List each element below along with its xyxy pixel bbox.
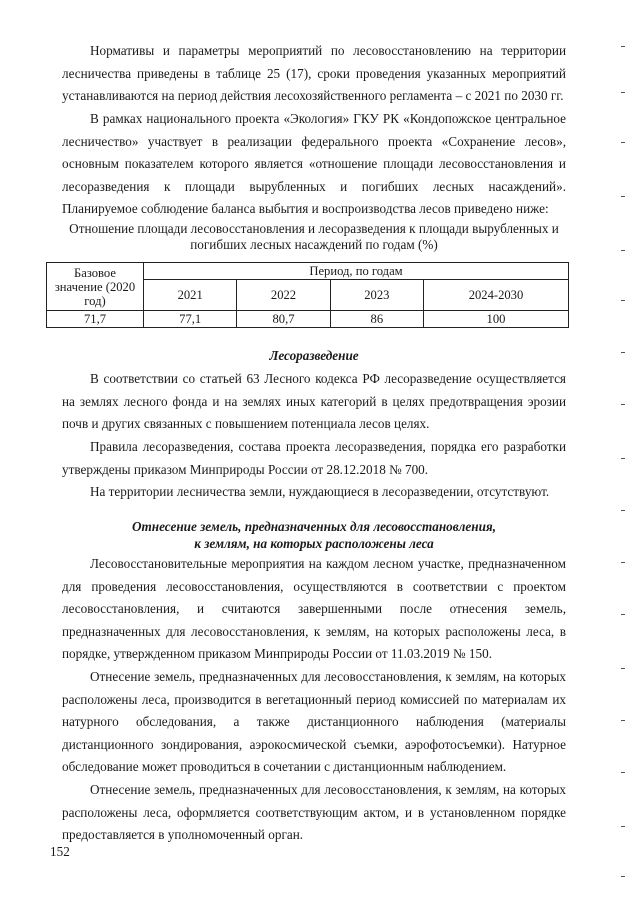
paragraph-afforestation-absent: На территории лесничества земли, нуждающиеся в лесоразведении, отсутствуют. <box>90 484 550 499</box>
paragraph-norms: Нормативы и параметры мероприятий по лесовосстановлению на территории лесничества приведены в таблице 25 (17), сроки проведения указанных мероприятий устанавливаются на период действия лесохозяйственного регламента – с 2021 по 2030 гг. <box>62 43 566 104</box>
scan-edge-mark <box>621 46 625 47</box>
heading-line: Отнесение земель, предназначенных для лесовосстановления, <box>132 519 496 534</box>
scan-edge-mark <box>621 876 625 877</box>
scan-edge-mark <box>621 826 625 827</box>
year-cell: 2024-2030 <box>424 280 569 311</box>
scan-edge-mark <box>621 300 625 301</box>
heading-land-classification <box>62 518 566 552</box>
scan-edge-mark <box>621 668 625 669</box>
scan-edge-mark <box>621 404 625 405</box>
scan-edge-mark <box>621 142 625 143</box>
scan-edge-mark <box>621 614 625 615</box>
scan-edge-mark <box>621 250 625 251</box>
heading-line: к землям, на которых расположены леса <box>194 536 434 551</box>
paragraph-classification-process: Отнесение земель, предназначенных для лесовосстановления, к землям, на которых расположены леса, производится в вегетационный период комиссией по материалам их натурного обследования, а также дистанционного наблюдения (материалы дистанционного зондирования, аэрокосмической съемки, аэрофотосъемки). Натурное обследование может проводиться в сочетании с дистанционным наблюдением. <box>62 669 566 775</box>
paragraph-afforestation-rules: Правила лесоразведения, состава проекта лесоразведения, порядка его разработки утверждены приказом Минприроды России от 28.12.2018 № 700. <box>62 439 566 477</box>
year-cell: 2022 <box>237 280 330 311</box>
scan-edge-mark <box>621 772 625 773</box>
paragraph-afforestation-law: В соответствии со статьей 63 Лесного кодекса РФ лесоразведение осуществляется на землях лесного фонда и на землях иных категорий в целях предотвращения эрозии почв и других связанных с повышением потенциала лесов целях. <box>62 371 566 432</box>
heading-afforestation: Лесоразведение <box>269 348 359 363</box>
scan-edge-mark <box>621 196 625 197</box>
base-value-cell: 71,7 <box>47 311 144 328</box>
scan-edge-mark <box>621 510 625 511</box>
period-header: Период, по годам <box>144 263 569 280</box>
table-caption: Отношение площади лесовосстановления и лесоразведения к площади вырубленных и погибших лесных насаждений по годам (%) <box>69 221 559 252</box>
value-cell: 80,7 <box>237 311 330 328</box>
value-cell: 100 <box>424 311 569 328</box>
page-number: 152 <box>50 844 70 859</box>
scan-edge-mark <box>621 92 625 93</box>
scan-edge-mark <box>621 562 625 563</box>
paragraph-reforestation-measures: Лесовосстановительные мероприятия на каждом лесном участке, предназначенном для проведения лесовосстановления, осуществляются в соответствии с проектом лесовосстановления, и считаются завершенными после отнесения земель, предназначенных для лесовосстановления, к землям, на которых расположены леса, в порядке, утвержденном приказом Минприроды России от 11.03.2019 № 150. <box>62 556 566 662</box>
values-row <box>47 311 569 328</box>
table-header-row <box>47 263 569 280</box>
year-cell: 2021 <box>144 280 237 311</box>
scan-edge-mark <box>621 352 625 353</box>
value-cell: 86 <box>330 311 423 328</box>
scan-edge-mark <box>621 720 625 721</box>
balance-table <box>46 262 569 328</box>
paragraph-classification-act: Отнесение земель, предназначенных для лесовосстановления, к землям, на которых расположены леса, оформляется соответствующим актом, и в установленном порядке предоставляется в уполномоченный орган. <box>62 782 566 843</box>
value-cell: 77,1 <box>144 311 237 328</box>
paragraph-national-project: В рамках национального проекта «Экология» ГКУ РК «Кондопожское центральное лесничество» участвует в реализации федерального проекта «Сохранение лесов», основным показателем которого является «отношение площади лесовосстановления и лесоразведения к площади вырубленных и погибших лесных насаждений». Планируемое соблюдение баланса выбытия и воспроизводства лесов приведено ниже: <box>62 111 566 217</box>
scan-edge-mark <box>621 458 625 459</box>
base-value-header: Базовое значение (2020 год) <box>47 263 144 311</box>
year-cell: 2023 <box>330 280 423 311</box>
